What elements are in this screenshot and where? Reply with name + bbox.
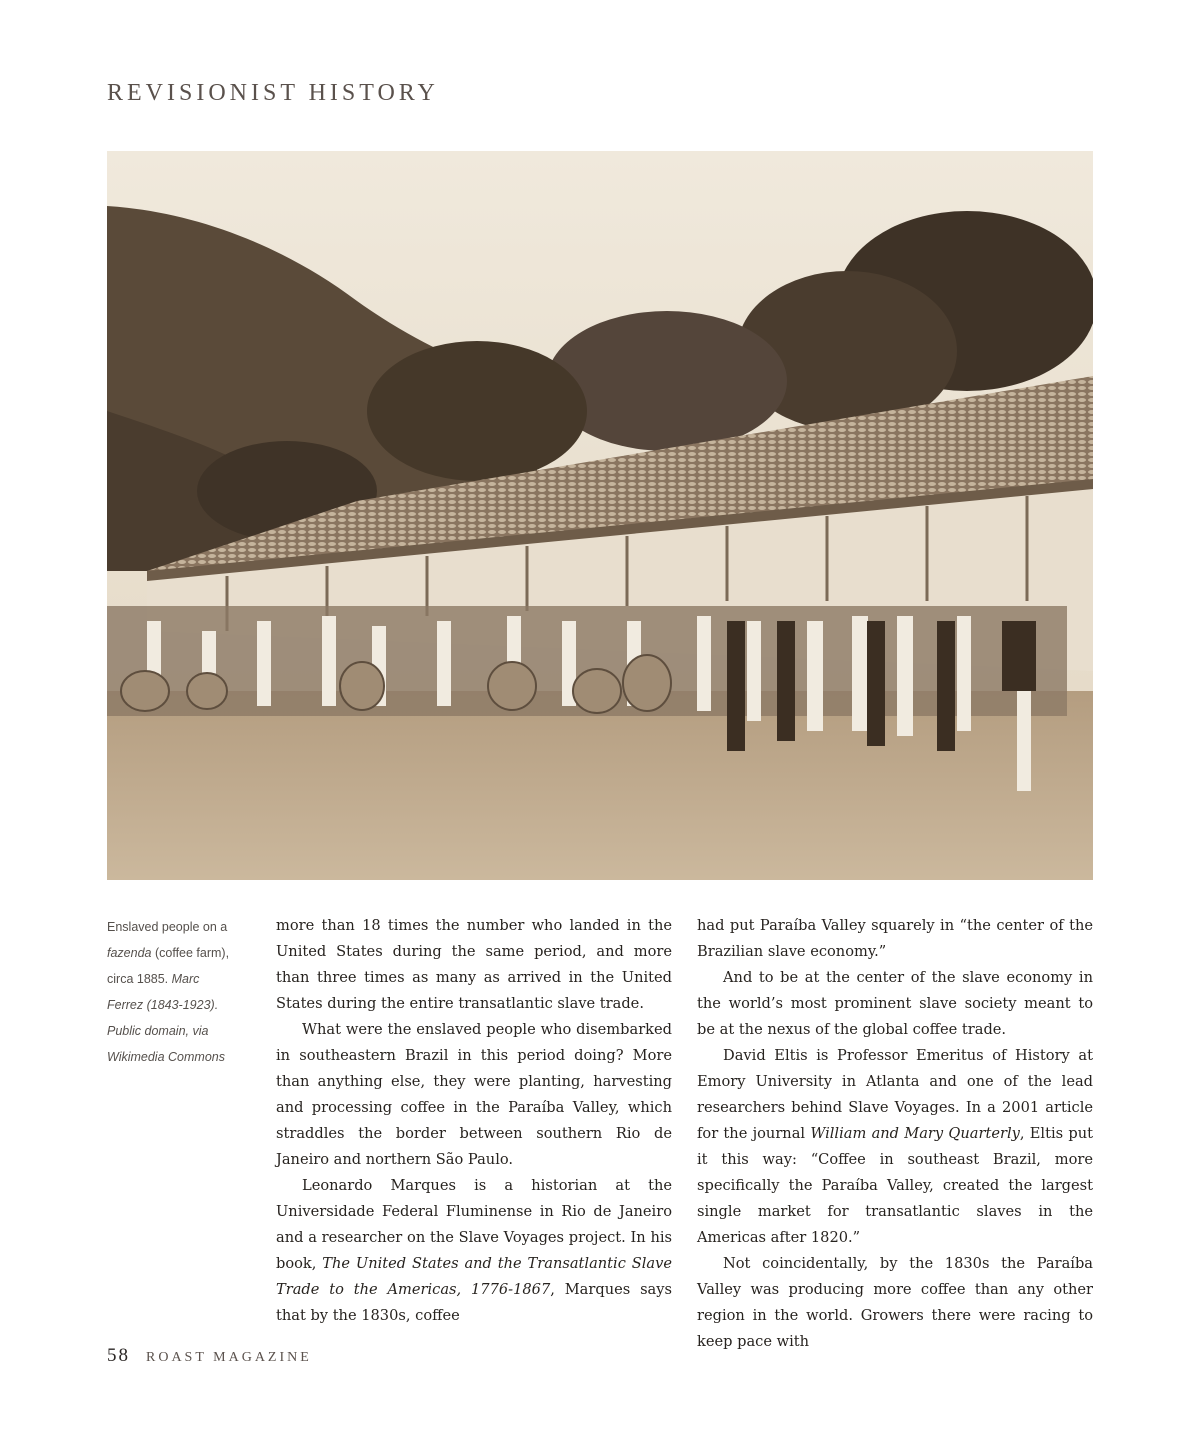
photo-caption: Enslaved people on a fazenda (coffee farm), circa 1885. Marc Ferrez (1843-1923). Public domain, via Wikimedia Commons	[107, 920, 230, 1064]
section-title: REVISIONIST HISTORY	[107, 80, 439, 106]
paragraph: Leonardo Marques is a historian at the Universidade Federal Fluminense in Rio de Janeiro and a researcher on the Slave Voyages project. In his book, The United States and the Transatlantic Slave Trade to the Americas, 1776-1867, Marques says that by the 1830s, coffee	[276, 1177, 672, 1324]
page-number: 58	[107, 1345, 130, 1366]
page-footer	[107, 1345, 312, 1367]
paragraph: Not coincidentally, by the 1830s the Paraíba Valley was producing more coffee than any other region in the world. Growers there were racing to keep pace with	[697, 1255, 1093, 1350]
body-column-2	[697, 913, 1093, 1355]
paragraph: David Eltis is Professor Emeritus of History at Emory University in Atlanta and one of the lead researchers behind Slave Voyages. In a 2001 article for the journal William and Mary Quarterly, Eltis put it this way: “Coffee in southeast Brazil, more specifically the Paraíba Valley, created the largest single market for transatlantic slaves in the Americas after 1820.”	[697, 1047, 1093, 1246]
body-column-1	[276, 913, 672, 1329]
paragraph: had put Paraíba Valley squarely in “the center of the Brazilian slave economy.”	[697, 917, 1093, 960]
historical-photo	[107, 151, 1093, 880]
paragraph: And to be at the center of the slave economy in the world’s most prominent slave society meant to be at the nexus of the global coffee trade.	[697, 969, 1093, 1038]
paragraph: more than 18 times the number who landed in the United States during the same period, and more than three times as many as arrived in the United States during the entire transatlantic slave trade.	[276, 917, 672, 1012]
book-title: The United States and the Transatlantic Slave Trade to the Americas, 1776-1867	[276, 1255, 672, 1298]
magazine-name: ROAST MAGAZINE	[146, 1350, 312, 1365]
paragraph: What were the enslaved people who disembarked in southeastern Brazil in this period doing? More than anything else, they were planting, harvesting and processing coffee in the Paraíba Valley, which straddles the border between southern Rio de Janeiro and northern São Paulo.	[276, 1021, 672, 1168]
journal-title: William and Mary Quarterly	[810, 1125, 1020, 1142]
